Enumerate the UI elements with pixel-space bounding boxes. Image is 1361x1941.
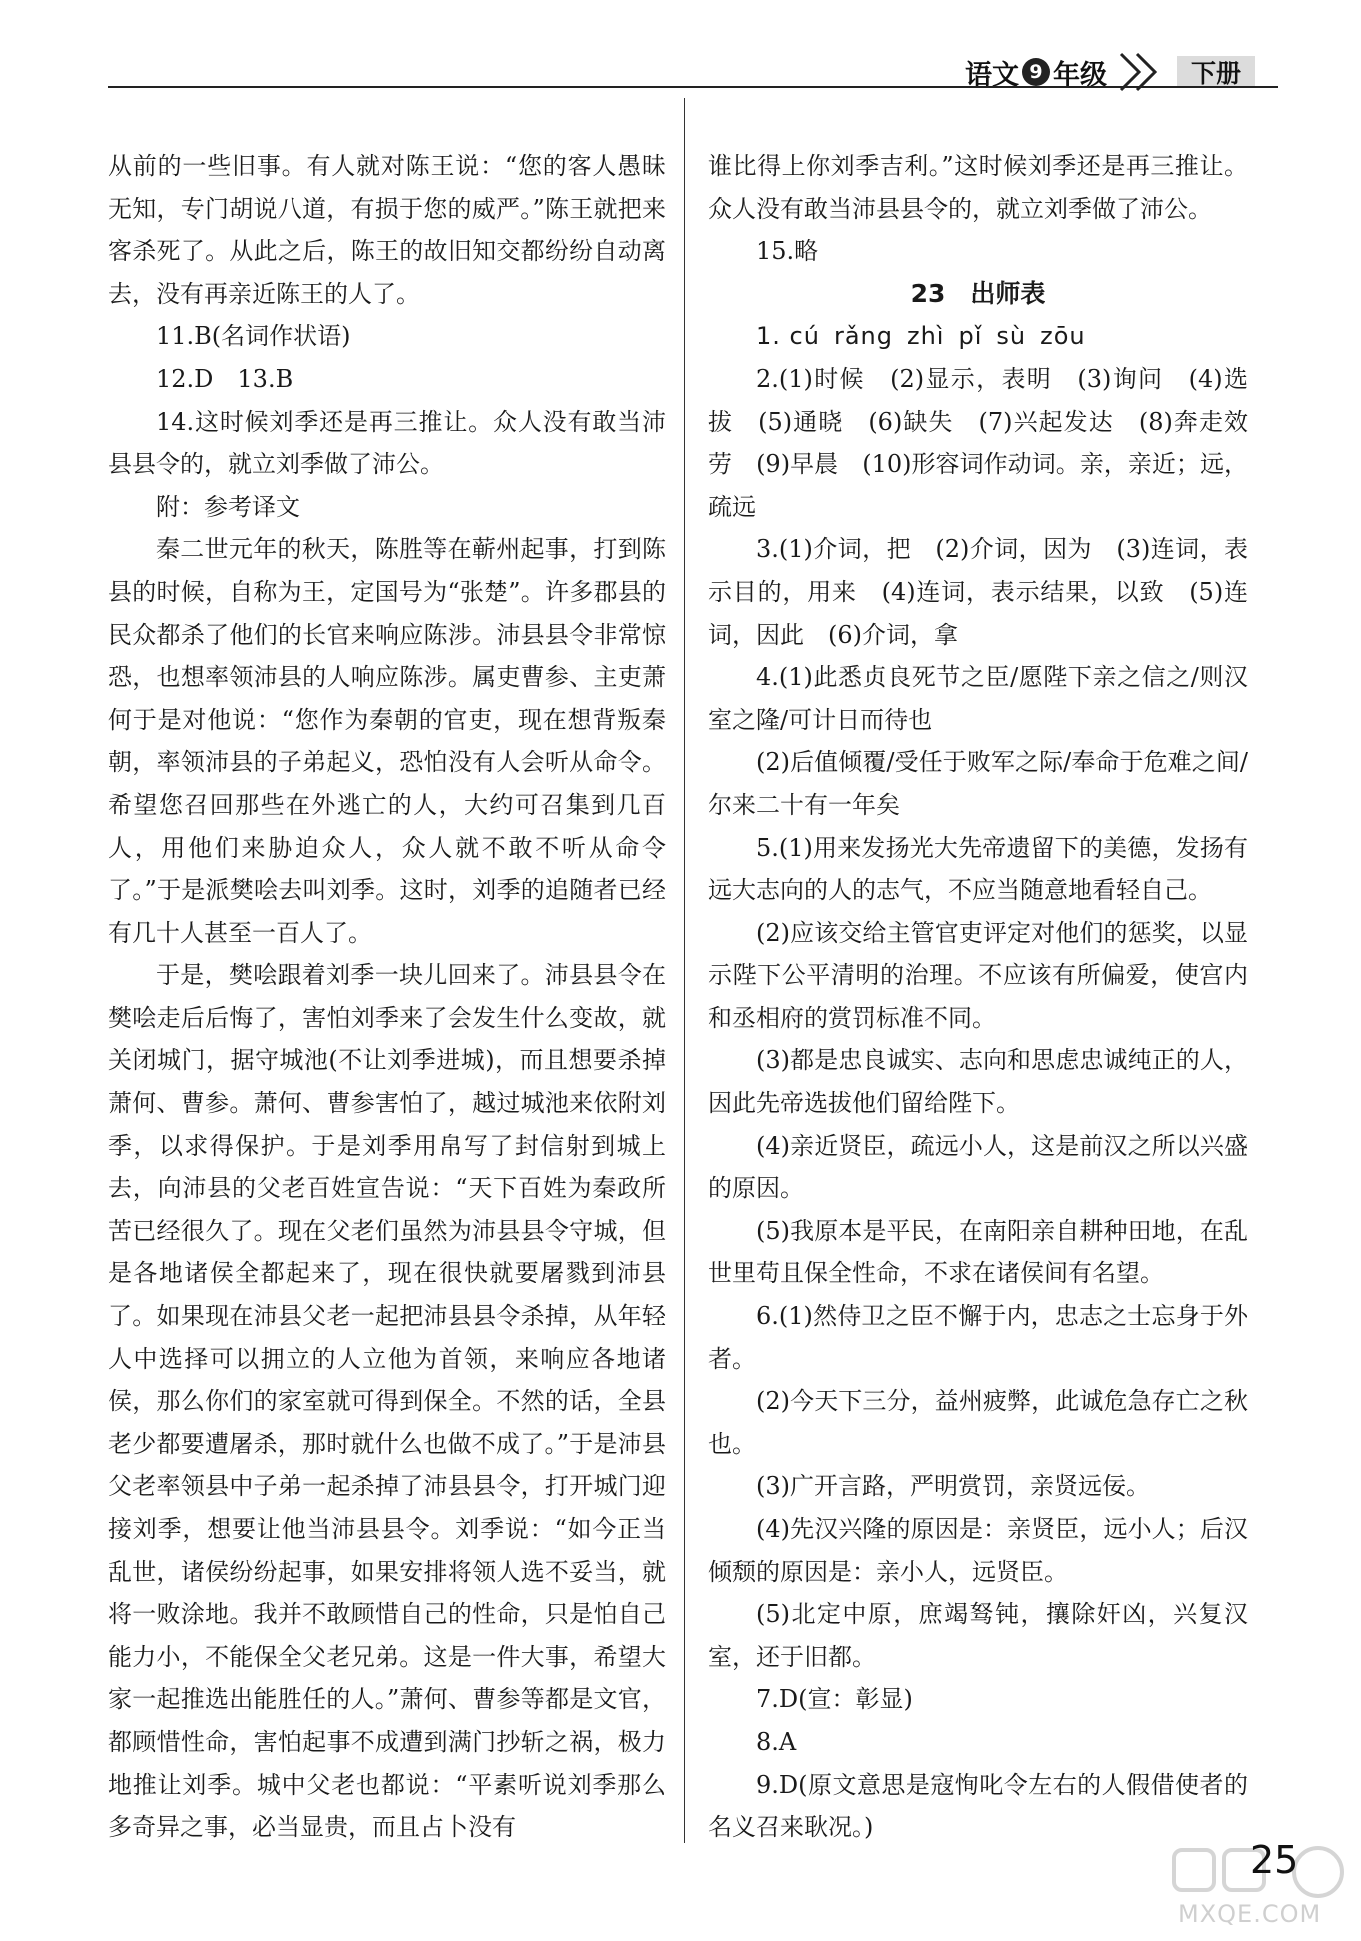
answer-item: (4)先汉兴隆的原因是：亲贤臣，远小人；后汉倾颓的原因是：亲小人，远贤臣。 [708, 1515, 1248, 1586]
text-paragraph: 11.B(名词作状语) [156, 322, 351, 351]
header-rule [108, 86, 1278, 88]
section-title: 23 出师表 [910, 278, 1046, 308]
answer-item: (2)后值倾覆/受任于败军之际/奉命于危难之间/尔来二十有一年矣 [708, 748, 1248, 819]
answer-item: (2)今天下三分，益州疲弊，此诚危急存亡之秋也。 [708, 1387, 1248, 1458]
pinyin-syllable: zhì [906, 322, 945, 351]
answer-item: 4.(1)此悉贞良死节之臣/愿陛下亲之信之/则汉室之隆/可计日而待也 [708, 663, 1248, 734]
answer-item: 6.(1)然侍卫之臣不懈于内，忠志之士忘身于外者。 [708, 1302, 1248, 1373]
text-paragraph: 于是，樊哙跟着刘季一块儿回来了。沛县县令在樊哙走后后悔了，害怕刘季来了会发生什么变故，就关闭城门，据守城池(不让刘季进城)，而且想要杀掉萧何、曹参。萧何、曹参害怕了，越过城池来依附刘季，以求得保护。于是刘季用帛写了封信射到城上去，向沛县的父老百姓宣告说：“天下百姓为秦政所苦已经很久了。现在父老们虽然为沛县县令守城，但是各地诸侯全都起来了，现在很快就要屠戮到沛县了。如果现在沛县父老一起把沛县县令杀掉，从年轻人中选择可以拥立的人立他为首领，来响应各地诸侯，那么你们的家室就可得到保全。不然的话，全县老少都要遭屠杀，那时就什么也做不成了。”于是沛县父老率领县中子弟一起杀掉了沛县县令，打开城门迎接刘季，想要让他当沛县县令。刘季说：“如今正当乱世，诸侯纷纷起事，如果安排将领人选不妥当，就将一败涂地。我并不敢顾惜自己的性命，只是怕自己能力小，不能保全父老兄弟。这是一件大事，希望大家一起推选出能胜任的人。”萧何、曹参等都是文官，都顾惜性命，害怕起事不成遭到满门抄斩之祸，极力地推让刘季。城中父老也都说：“平素听说刘季那么多奇异之事，必当显贵，而且占卜没有 [108, 961, 666, 1842]
answer-list [708, 358, 1248, 1849]
watermark-text: MXQE.COM [1178, 1900, 1322, 1928]
answer-item: 8.A [756, 1727, 797, 1756]
right-column-continued [708, 145, 1248, 273]
answer-item: (4)亲近贤臣，疏远小人，这是前汉之所以兴盛的原因。 [708, 1131, 1248, 1203]
answer-item: 2.(1)时候 (2)显示，表明 (3)询问 (4)选拔 (5)通晓 (6)缺失 (7)兴起发达 (8)奔走效劳 (9)早晨 (10)形容词作动词。亲，亲近；远，疏远 [708, 364, 1248, 521]
answer-item: (5)我原本是平民，在南阳亲自耕种田地，在乱世里苟且保全性命，不求在诸侯间有名望。 [708, 1216, 1248, 1288]
left-column [108, 145, 666, 1849]
text-paragraph: 15.略 [756, 237, 819, 266]
pinyin-syllable: pǐ [958, 322, 983, 351]
answer-item: 9.D(原文意思是寇恂叱令左右的人假借使者的名义召来耿况。) [708, 1770, 1248, 1842]
text-paragraph: 附：参考译文 [156, 492, 300, 521]
header-volume-tab: 下册 [1177, 56, 1255, 88]
pinyin-answer [708, 315, 1248, 358]
pinyin-syllable: sù [996, 322, 1027, 351]
column-divider [684, 98, 685, 1843]
header-subject: 语文 [965, 59, 1019, 91]
pinyin-label: 1. [756, 322, 781, 351]
text-paragraph: 秦二世元年的秋天，陈胜等在蕲州起事，打到陈县的时候，自称为王，定国号为“张楚”。许多郡县的民众都杀了他们的长官来响应陈涉。沛县县令非常惊恐，也想率领沛县的人响应陈涉。属吏曹参、主吏萧何于是对他说：“您作为秦朝的官吏，现在想背叛秦朝，率领沛县的子弟起义，恐怕没有人会听从命令。希望您召回那些在外逃亡的人，大约可召集到几百人，用他们来胁迫众人，众人就不敢不听从命令了。”于是派樊哙去叫刘季。这时，刘季的追随者已经有几十人甚至一百人了。 [108, 535, 666, 947]
header-grade-badge: 9 [1022, 58, 1050, 86]
page-number: 25 [1250, 1838, 1299, 1882]
answer-item: (2)应该交给主管官吏评定对他们的惩奖，以显示陛下公平清明的治理。不应该有所偏爱，使宫内和丞相府的赏罚标准不同。 [708, 918, 1248, 1032]
text-paragraph: 14.这时候刘季还是再三推让。众人没有敢当沛县县令的，就立刘季做了沛公。 [108, 407, 666, 479]
right-column [708, 145, 1248, 1849]
answer-item: (3)广开言路，严明赏罚，亲贤远佞。 [756, 1472, 1150, 1501]
pinyin-syllable: zōu [1040, 322, 1086, 351]
pinyin-syllable: cú [789, 322, 820, 351]
answer-item: 7.D(宣：彰显) [756, 1685, 913, 1714]
answer-item: (3)都是忠良诚实、志向和思虑忠诚纯正的人，因此先帝选拔他们留给陛下。 [708, 1046, 1248, 1118]
text-paragraph: 从前的一些旧事。有人就对陈王说：“您的客人愚昧无知，专门胡说八道，有损于您的威严。”陈王就把来客杀死了。从此之后，陈王的故旧知交都纷纷自动离去，没有再亲近陈王的人了。 [108, 152, 666, 308]
text-paragraph: 谁比得上你刘季吉利。”这时候刘季还是再三推让。众人没有敢当沛县县令的，就立刘季做了沛公。 [708, 152, 1248, 223]
text-paragraph: 12.D 13.B [156, 364, 294, 393]
answer-item: 3.(1)介词，把 (2)介词，因为 (3)连词，表示目的，用来 (4)连词，表示结果，以致 (5)连词，因此 (6)介词，拿 [708, 535, 1248, 649]
answer-item: 5.(1)用来发扬光大先帝遗留下的美德，发扬有远大志向的人的志气，不应当随意地看轻自己。 [708, 833, 1248, 905]
answer-item: (5)北定中原，庶竭驽钝，攘除奸凶，兴复汉室，还于旧都。 [708, 1600, 1248, 1671]
pinyin-syllable: rǎng [833, 322, 893, 351]
header-grade-label: 年级 [1053, 59, 1107, 91]
